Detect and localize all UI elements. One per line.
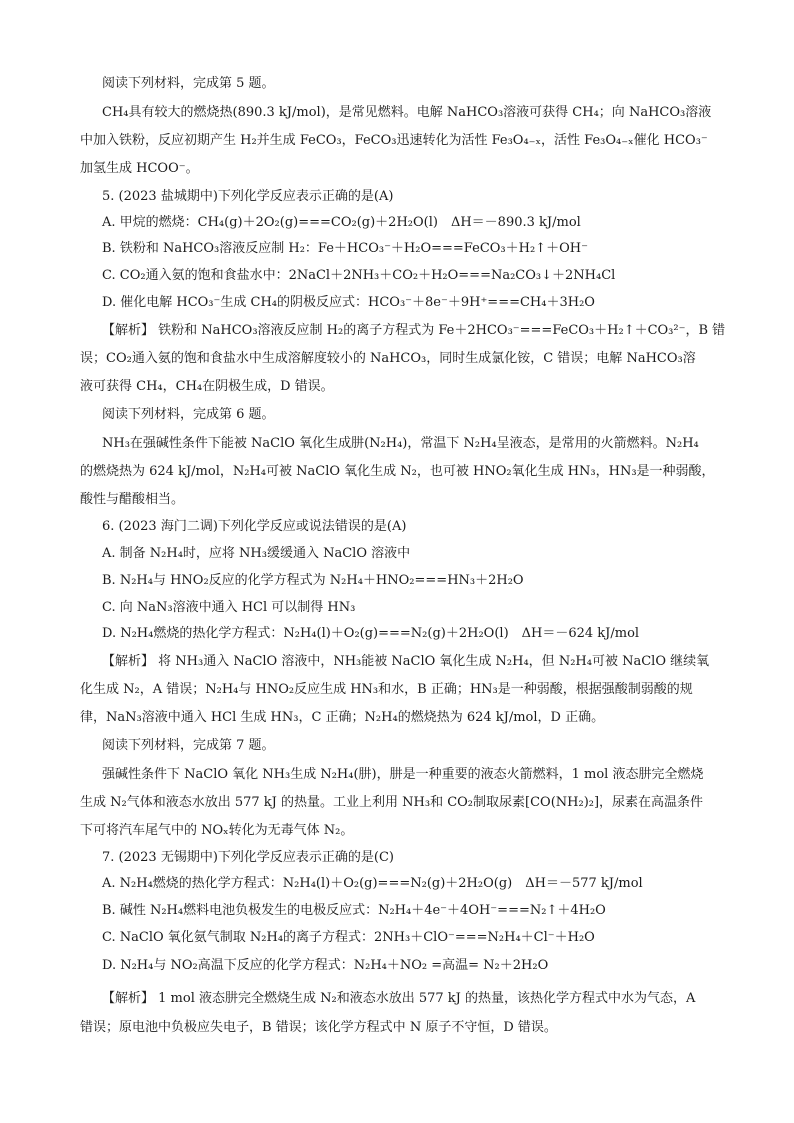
question-7-option-b: B. 碱性 N₂H₄燃料电池负极发生的电极反应式：N₂H₄＋4e⁻＋4OH⁻===N₂↑＋4H₂O	[102, 903, 606, 918]
section-7-material: 下可将汽车尾气中的 NOₓ转化为无毒气体 N₂。	[80, 823, 354, 838]
question-5-analysis: 液可获得 CH₄，CH₄在阴极生成，D 错误。	[80, 379, 334, 394]
question-5-option-d: D. 催化电解 HCO₃⁻生成 CH₄的阴极反应式：HCO₃⁻＋8e⁻＋9H⁺===CH₄＋3H₂O	[102, 295, 595, 310]
question-7-analysis: 错误；原电池中负极应失电子，B 错误；该化学方程式中 N 原子不守恒，D 错误。	[80, 1020, 557, 1035]
question-6-analysis: 化生成 N₂，A 错误；N₂H₄与 HNO₂反应生成 HN₃和水，B 正确；HN₃是一种弱酸，根据强酸制弱酸的规	[80, 682, 693, 697]
section-5-material: 中加入铁粉，反应初期产生 H₂并生成 FeCO₃，FeCO₃迅速转化为活性 Fe₃O₄₋ₓ，活性 Fe₃O₄₋ₓ催化 HCO₃⁻	[80, 133, 708, 148]
question-6-stem: 6. (2023 海门二调)下列化学反应或说法错误的是(A)	[102, 519, 407, 534]
question-6-analysis: 【解析】 将 NH₃通入 NaClO 溶液中，NH₃能被 NaClO 氧化生成 N₂H₄，但 N₂H₄可被 NaClO 继续氧	[102, 654, 710, 669]
section-6-material: 的燃烧热为 624 kJ/mol，N₂H₄可被 NaClO 氧化生成 N₂，也可被 HNO₂氧化生成 HN₃，HN₃是一种弱酸，	[80, 464, 715, 479]
question-7-option-d: D. N₂H₄与 NO₂高温下反应的化学方程式：N₂H₄＋NO₂ =高温= N₂＋2H₂O	[102, 958, 549, 973]
section-6-intro: 阅读下列材料，完成第 6 题。	[102, 407, 275, 422]
question-7-analysis: 【解析】 1 mol 液态肼完全燃烧生成 N₂和液态水放出 577 kJ 的热量，该热化学方程式中水为气态，A	[102, 991, 696, 1006]
question-6-analysis: 律，NaN₃溶液中通入 HCl 生成 HN₃，C 正确；N₂H₄的燃烧热为 624 kJ/mol，D 正确。	[80, 710, 605, 725]
question-5-analysis: 【解析】 铁粉和 NaHCO₃溶液反应制 H₂的离子方程式为 Fe＋2HCO₃⁻===FeCO₃＋H₂↑＋CO₃²⁻，B 错	[102, 323, 726, 338]
question-5-option-a: A. 甲烷的燃烧：CH₄(g)＋2O₂(g)===CO₂(g)＋2H₂O(l) ΔH＝－890.3 kJ/mol	[102, 215, 581, 230]
section-7-material: 强碱性条件下 NaClO 氧化 NH₃生成 N₂H₄(肼)，肼是一种重要的液态火箭燃料，1 mol 液态肼完全燃烧	[102, 767, 704, 782]
question-6-option-b: B. N₂H₄与 HNO₂反应的化学方程式为 N₂H₄＋HNO₂===HN₃＋2H₂O	[102, 573, 524, 588]
question-6-option-d: D. N₂H₄燃烧的热化学方程式：N₂H₄(l)＋O₂(g)===N₂(g)＋2H₂O(l) ΔH＝－624 kJ/mol	[102, 626, 640, 641]
question-6-option-c: C. 向 NaN₃溶液中通入 HCl 可以制得 HN₃	[102, 600, 356, 615]
question-5-analysis: 误；CO₂通入氨的饱和食盐水中生成溶解度较小的 NaHCO₃，同时生成氯化铵，C 错误；电解 NaHCO₃溶	[80, 351, 696, 366]
question-7-option-a: A. N₂H₄燃烧的热化学方程式：N₂H₄(l)＋O₂(g)===N₂(g)＋2H₂O(g) ΔH＝－577 kJ/mol	[102, 876, 643, 891]
question-7-option-c: C. NaClO 氧化氨气制取 N₂H₄的离子方程式：2NH₃＋ClO⁻===N₂H₄＋Cl⁻＋H₂O	[102, 930, 595, 945]
question-5-stem: 5. (2023 盐城期中)下列化学反应表示正确的是(A)	[102, 189, 394, 204]
question-5-option-c: C. CO₂通入氨的饱和食盐水中：2NaCl＋2NH₃＋CO₂＋H₂O===Na₂CO₃↓＋2NH₄Cl	[102, 268, 616, 283]
section-6-material: NH₃在强碱性条件下能被 NaClO 氧化生成肼(N₂H₄)，常温下 N₂H₄呈液态，是常用的火箭燃料。N₂H₄	[102, 436, 699, 451]
question-5-option-b: B. 铁粉和 NaHCO₃溶液反应制 H₂：Fe＋HCO₃⁻＋H₂O===FeCO₃＋H₂↑＋OH⁻	[102, 241, 588, 256]
question-7-stem: 7. (2023 无锡期中)下列化学反应表示正确的是(C)	[102, 850, 394, 865]
section-7-intro: 阅读下列材料，完成第 7 题。	[102, 738, 275, 753]
section-7-material: 生成 N₂气体和液态水放出 577 kJ 的热量。工业上利用 NH₃和 CO₂制取尿素[CO(NH₂)₂]，尿素在高温条件	[80, 795, 704, 810]
section-5-material: CH₄具有较大的燃烧热(890.3 kJ/mol)，是常见燃料。电解 NaHCO₃溶液可获得 CH₄；向 NaHCO₃溶液	[102, 105, 712, 120]
section-5-material: 加氢生成 HCOO⁻。	[80, 161, 199, 176]
section-6-material: 酸性与醋酸相当。	[80, 492, 185, 507]
section-5-intro: 阅读下列材料，完成第 5 题。	[102, 76, 275, 91]
question-6-option-a: A. 制备 N₂H₄时，应将 NH₃缓缓通入 NaClO 溶液中	[102, 546, 411, 561]
